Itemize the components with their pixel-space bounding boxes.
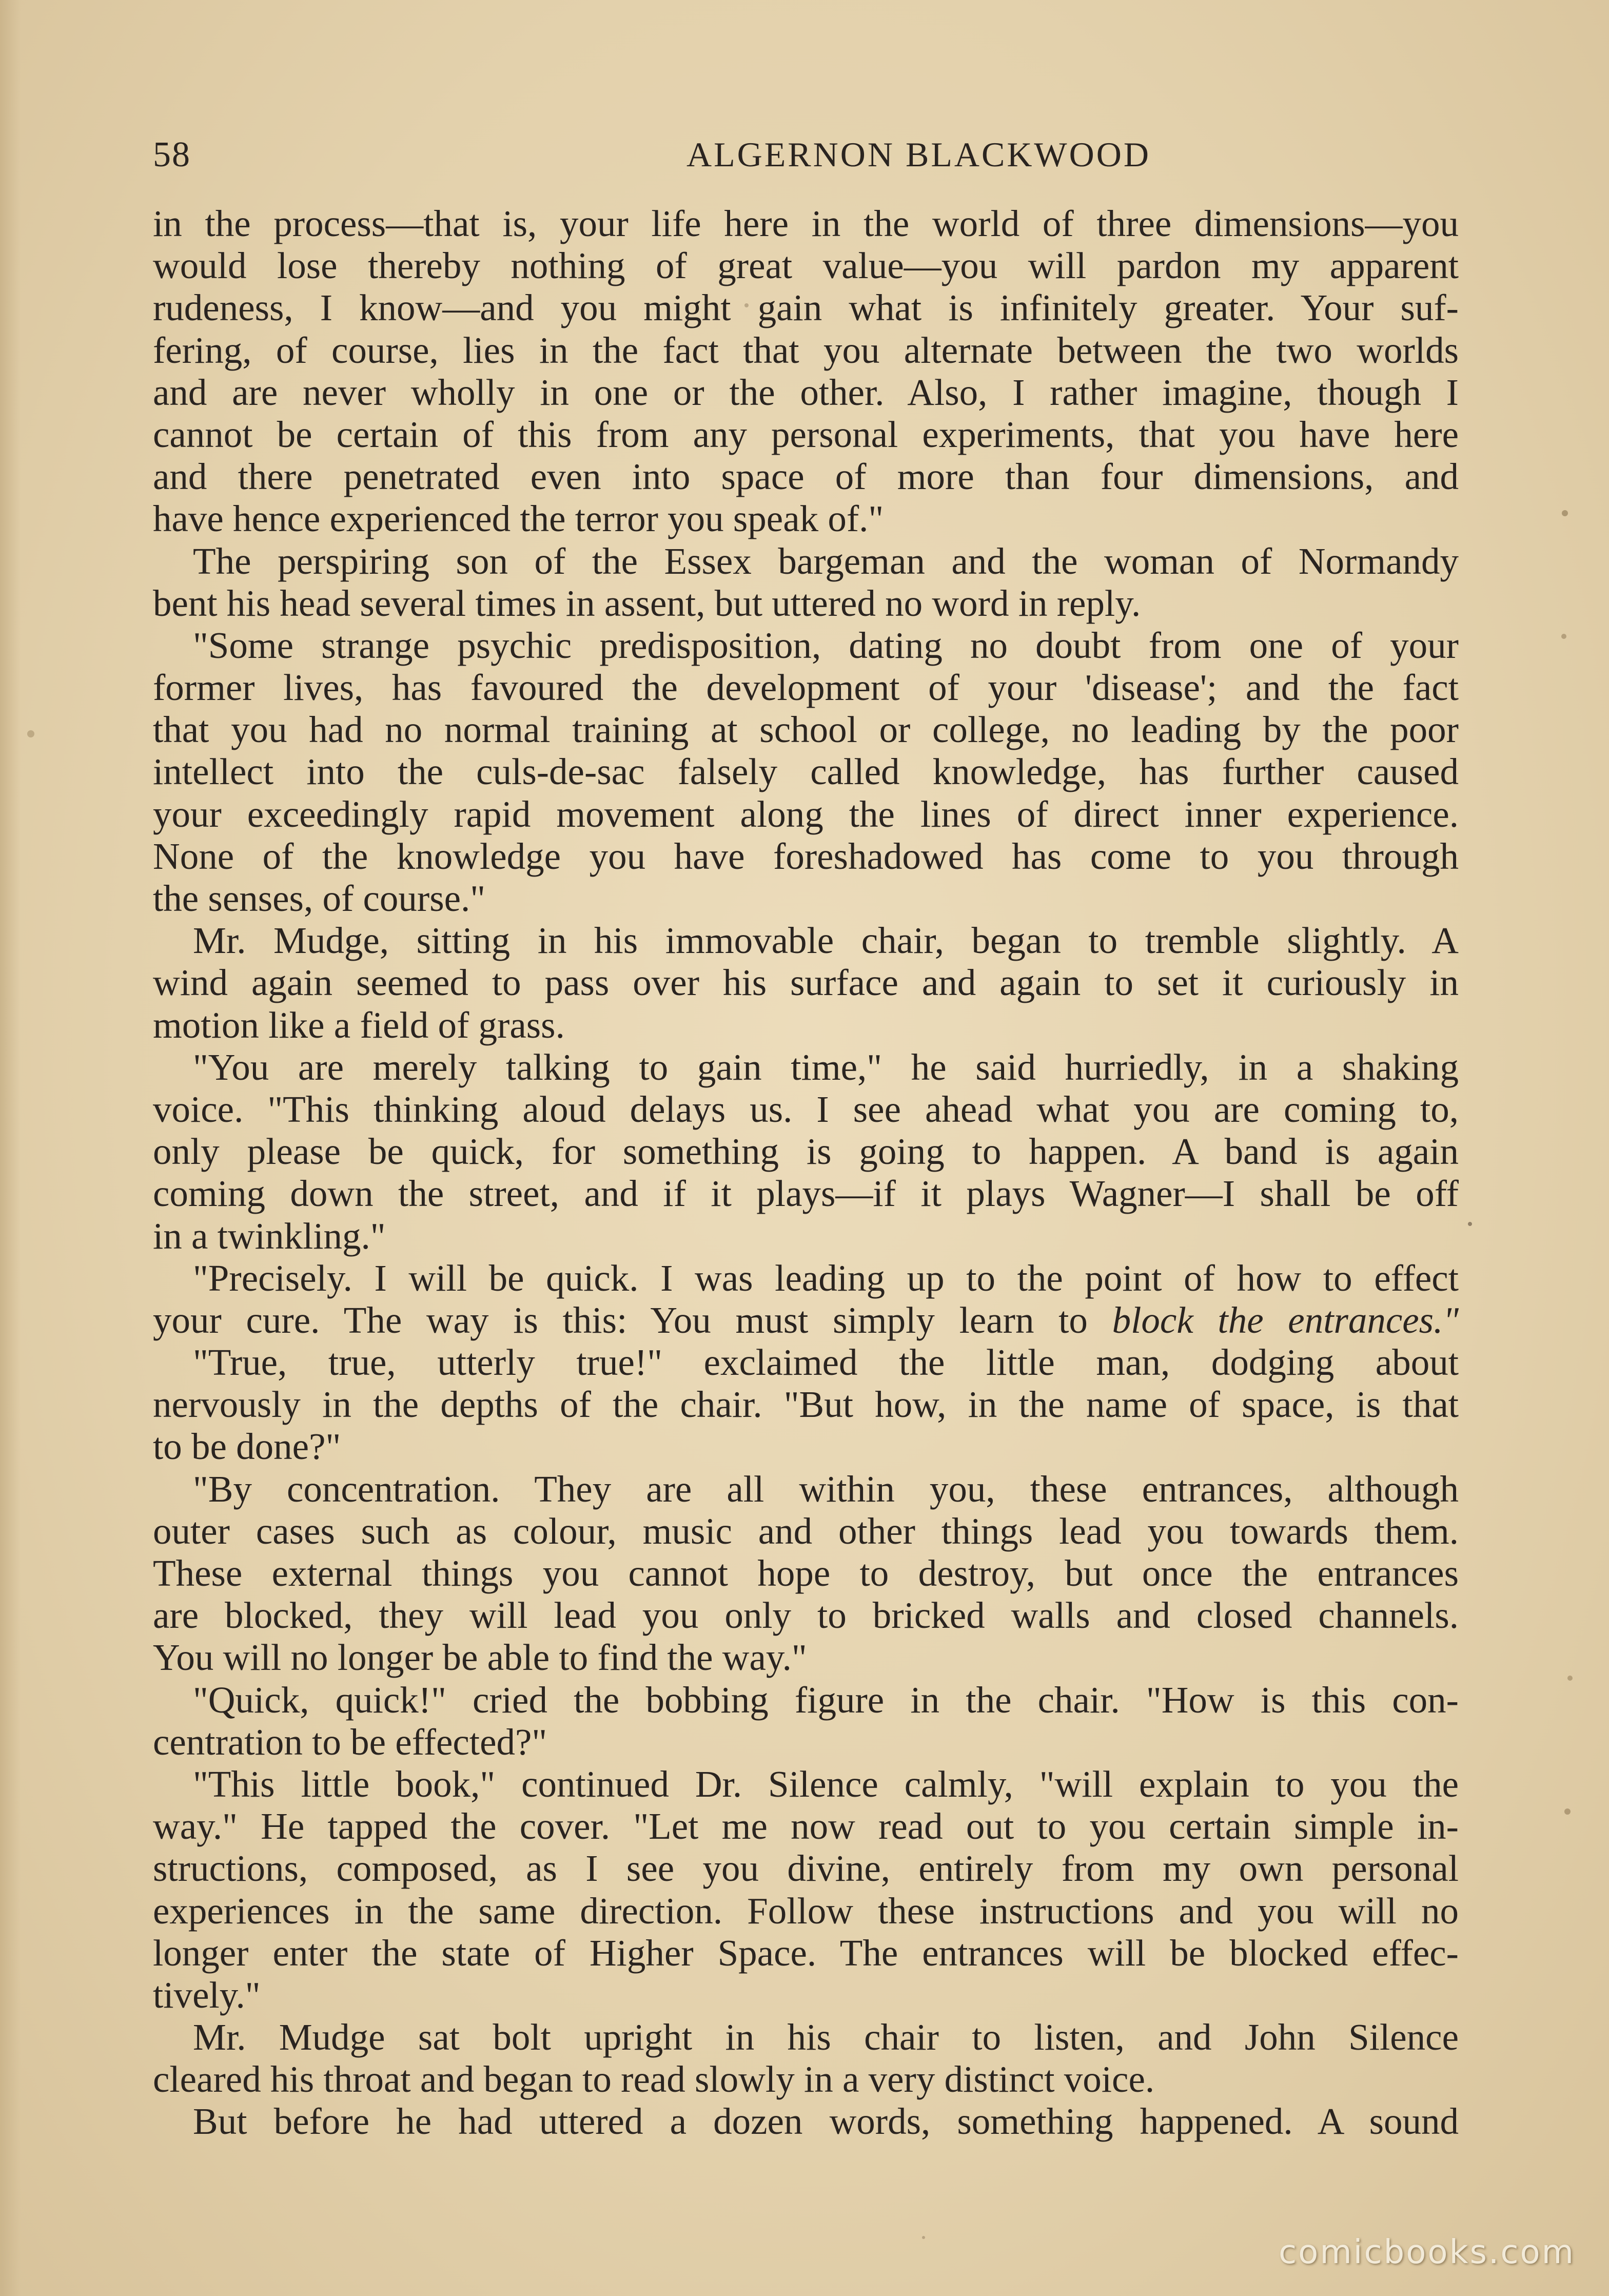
line-text: would lose thereby nothing of great value—you will pardon my apparent: [153, 245, 1459, 287]
line-text: longer enter the state of Higher Space. The entrances will be blocked effec-: [153, 1932, 1459, 1974]
text-line: [153, 667, 1459, 709]
line-text: centration to be effected?": [153, 1721, 547, 1763]
line-text: that you had no normal training at school or college, no leading by the poor: [153, 709, 1459, 751]
line-text: "By concentration. They are all within you, these entrances, although: [193, 1468, 1459, 1510]
line-text: Mr. Mudge, sitting in his immovable chair, began to tremble slightly. A: [193, 920, 1459, 962]
text-line: [153, 709, 1459, 751]
line-text: "Some strange psychic predisposition, dating no doubt from one of your: [193, 624, 1459, 666]
line-text: way." He tapped the cover. "Let me now read out to you certain simple in-: [153, 1805, 1459, 1847]
line-text: structions, composed, as I see you divine, entirely from my own personal: [153, 1847, 1459, 1890]
line-text: coming down the street, and if it plays—if it plays Wagner—I shall be off: [153, 1173, 1459, 1215]
text-line: [153, 498, 1459, 540]
text-line: [153, 1088, 1459, 1131]
line-text: have hence experienced the terror you speak of.": [153, 498, 884, 540]
text-line: [153, 1173, 1459, 1215]
text-line: [153, 920, 1459, 962]
text-line: [153, 1257, 1459, 1299]
line-text: cannot be certain of this from any personal experiments, that you have here: [153, 413, 1459, 455]
line-text: "True, true, utterly true!" exclaimed the little man, dodging about: [193, 1341, 1459, 1384]
line-text: experiences in the same direction. Follow these instructions and you will no: [153, 1890, 1459, 1932]
text-line: [153, 835, 1459, 878]
line-text: These external things you cannot hope to destroy, but once the entrances: [153, 1552, 1459, 1594]
text-line: [153, 625, 1459, 667]
page-number: 58: [153, 135, 191, 174]
text-line: [153, 540, 1459, 582]
text-line: [153, 1594, 1459, 1637]
line-text: Mr. Mudge sat bolt upright in his chair to listen, and John Silence: [193, 2016, 1459, 2058]
line-text: and there penetrated even into space of more than four dimensions, and: [153, 456, 1459, 498]
line-text: None of the knowledge you have foreshadowed has come to you through: [153, 835, 1459, 877]
text-line: [153, 1004, 1459, 1046]
line-text: in the process—that is, your life here in the world of three dimensions—you: [153, 203, 1459, 244]
line-text: your exceedingly rapid movement along the lines of direct inner experience.: [153, 793, 1459, 835]
text-line: [153, 329, 1459, 372]
line-text: "You are merely talking to gain time," he said hurriedly, in a shaking: [193, 1046, 1459, 1088]
text-line: [153, 582, 1459, 625]
text-line: [153, 1890, 1459, 1932]
watermark: comicbooks.com: [1278, 2233, 1575, 2271]
body-text: [153, 203, 1459, 2143]
text-line: [153, 456, 1459, 498]
text-line: [153, 2100, 1459, 2143]
text-line: [153, 1384, 1459, 1426]
text-line: [153, 1341, 1459, 1384]
line-text: But before he had uttered a dozen words, something happened. A sound: [193, 2100, 1459, 2143]
text-line: [153, 1299, 1459, 1341]
line-text: to be done?": [153, 1426, 341, 1468]
text-line: [153, 1552, 1459, 1594]
line-text: nervously in the depths of the chair. "But how, in the name of space, is that: [153, 1384, 1459, 1426]
text-line: [153, 1426, 1459, 1468]
italic-text: block the entrances.": [1112, 1299, 1459, 1341]
line-text: bent his head several times in assent, but uttered no word in reply.: [153, 582, 1141, 624]
text-line: [153, 414, 1459, 456]
text-line: [153, 1679, 1459, 1721]
line-text: "This little book," continued Dr. Silence calmly, "will explain to you the: [193, 1763, 1459, 1805]
page-edge-shadow: [0, 0, 21, 2296]
text-line: [153, 2016, 1459, 2058]
text-line: [153, 2058, 1459, 2100]
line-text: are blocked, they will lead you only to bricked walls and closed channels.: [153, 1594, 1459, 1637]
line-text: the senses, of course.": [153, 878, 486, 919]
line-text: rudeness, I know—and you might gain what is infinitely greater. Your suf-: [153, 287, 1459, 329]
text-line: [153, 1974, 1459, 2016]
line-text: voice. "This thinking aloud delays us. I see ahead what you are coming to,: [153, 1088, 1459, 1130]
text-line: [153, 793, 1459, 835]
line-text: intellect into the culs-de-sac falsely called knowledge, has further caused: [153, 751, 1459, 793]
line-text: motion like a field of grass.: [153, 1004, 565, 1046]
text-line: [153, 751, 1459, 793]
text-line: [153, 878, 1459, 920]
text-line: [153, 203, 1459, 245]
line-text: "Quick, quick!" cried the bobbing figure in the chair. "How is this con-: [193, 1679, 1459, 1721]
line-text: in a twinkling.": [153, 1215, 386, 1257]
text-line: [153, 1763, 1459, 1805]
text-line: [153, 372, 1459, 414]
running-head: [153, 134, 1456, 181]
text-line: [153, 245, 1459, 287]
text-line: [153, 287, 1459, 329]
line-text: and are never wholly in one or the other. Also, I rather imagine, though I: [153, 371, 1459, 413]
running-title: ALGERNON BLACKWOOD: [686, 135, 1151, 174]
line-text: The perspiring son of the Essex bargeman and the woman of Normandy: [193, 540, 1459, 582]
text-line: [153, 1046, 1459, 1088]
line-text: only please be quick, for something is going to happen. A band is again: [153, 1131, 1459, 1173]
line-text: former lives, has favoured the development of your 'disease'; and the fact: [153, 667, 1459, 709]
line-text: "Precisely. I will be quick. I was leading up to the point of how to effect: [193, 1257, 1459, 1299]
text-line: [153, 1847, 1459, 1890]
text-line: [153, 1805, 1459, 1847]
text-line: [153, 1721, 1459, 1763]
line-text: outer cases such as colour, music and other things lead you towards them.: [153, 1510, 1459, 1552]
line-text: cleared his throat and began to read slowly in a very distinct voice.: [153, 2058, 1155, 2100]
text-line: [153, 962, 1459, 1004]
text-line: [153, 1215, 1459, 1257]
text-line: [153, 1468, 1459, 1510]
text-line: [153, 1510, 1459, 1552]
text-line: [153, 1131, 1459, 1173]
line-text: your cure. The way is this: You must simply learn to: [153, 1299, 1088, 1341]
line-text: fering, of course, lies in the fact that you alternate between the two worlds: [153, 329, 1459, 371]
line-text: wind again seemed to pass over his surface and again to set it curiously in: [153, 962, 1459, 1004]
line-text: tively.": [153, 1974, 261, 2016]
line-text: You will no longer be able to find the way.": [153, 1637, 807, 1679]
text-line: [153, 1637, 1459, 1679]
text-line: [153, 1932, 1459, 1974]
